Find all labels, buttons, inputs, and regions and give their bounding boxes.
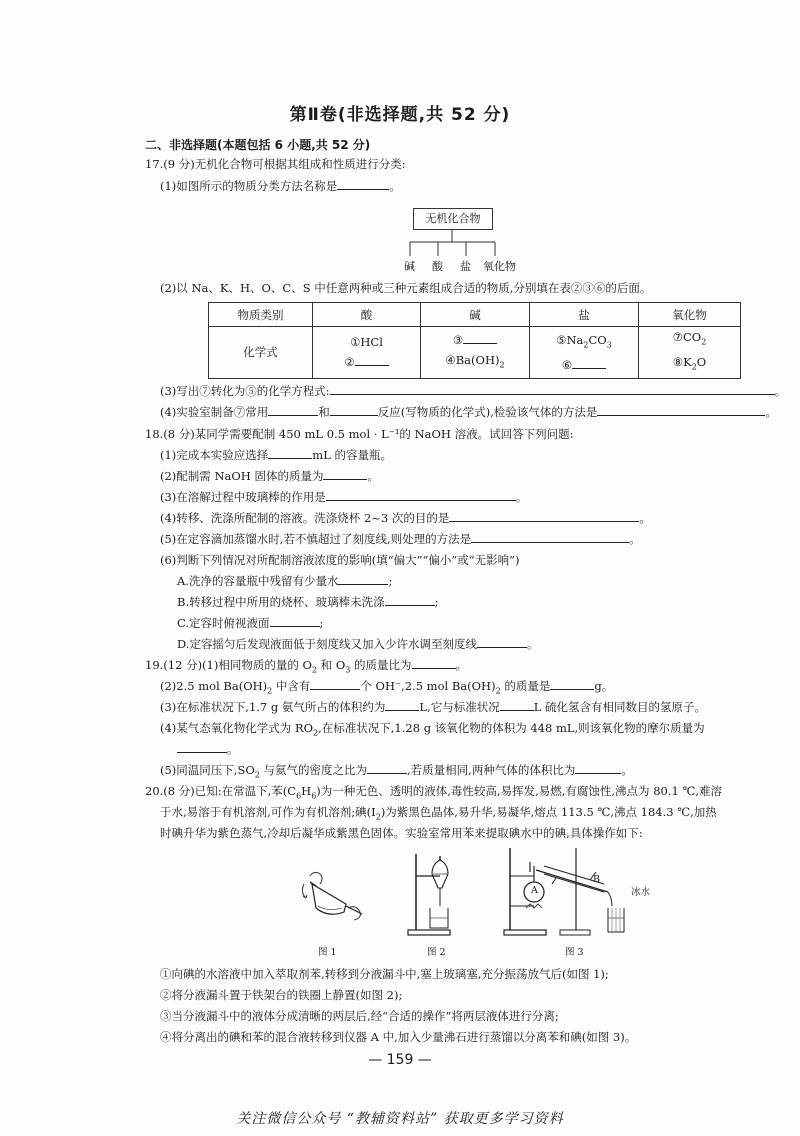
- figure-3-distillation-apparatus: [500, 846, 640, 938]
- q20-text: )为紫黑色晶体,易升华,易凝华,熔点 113.5 ℃,沸点 184.3 ℃,加热: [380, 805, 717, 819]
- figure-3-caption: 图 3: [565, 947, 584, 958]
- q19-text: 个 OH⁻,2.5 mol Ba(OH): [360, 679, 496, 693]
- q19-text: 与氦气的密度之比为: [259, 763, 368, 777]
- q18-part1: [160, 447, 392, 463]
- subscript: 3: [345, 665, 351, 675]
- cell-line: ①HCl: [350, 335, 383, 350]
- q17-part4: [160, 404, 777, 420]
- answer-blank: [477, 636, 527, 648]
- cell-text: ②: [344, 355, 355, 370]
- cell-line: [313, 352, 420, 372]
- q19-text: 的质量是: [500, 679, 551, 693]
- answer-blank: [575, 762, 621, 774]
- table-cell-oxide: [639, 327, 741, 379]
- answer-blank: [597, 404, 765, 416]
- table-cell-acid: [313, 327, 421, 379]
- q19-text: g。: [594, 679, 614, 693]
- period: 。: [774, 384, 787, 398]
- answer-blank: [471, 531, 629, 543]
- cell-text: ④Ba(OH): [445, 352, 500, 367]
- period: 。: [515, 490, 528, 504]
- q17-part4-text: 和: [318, 405, 330, 419]
- q18-text: C.定容时俯视液面: [177, 616, 270, 630]
- figure-2-caption: 图 2: [427, 947, 446, 958]
- q19-text: ,若质量相同,两种气体的体积比为: [407, 763, 576, 777]
- cell-text: ⑤Na: [556, 332, 584, 347]
- tree-leaf-oxide: 氧化物: [483, 260, 516, 273]
- q19-text: (3)在标准状况下,1.7 g 氨气所占的体积约为: [160, 700, 386, 714]
- footer-notice: 关注微信公众号 “教辅资料站” 获取更多学习资料: [236, 1111, 564, 1127]
- q19-text: 和 O: [317, 658, 346, 672]
- apparatus-label-a: A: [531, 885, 538, 896]
- semicolon: ;: [434, 595, 439, 609]
- q19-text: L,它与标准状况: [419, 700, 500, 714]
- cell-line: [530, 355, 638, 375]
- q19-text: ,在标准状况下,1.28 g 该氧化物的体积为 448 mL,则该氧化物的摩尔质量为: [318, 721, 705, 735]
- answer-blank: [385, 594, 435, 606]
- cell-line: [530, 330, 638, 355]
- subscript: 2: [499, 359, 505, 369]
- period: 。: [227, 742, 239, 756]
- q18-text: A.洗净的容量瓶中残留有少量水: [177, 574, 339, 588]
- answer-blank: [310, 678, 360, 690]
- q17-part2: (2)以 Na、K、H、O、C、S 中任意两种或三种元素组成合适的物质,分别填在表②③⑥的后面。: [160, 281, 652, 295]
- table-cell-base: [421, 327, 530, 379]
- q18-text: (5)在定容滴加蒸馏水时,若不慎超过了刻度线,则处理的方法是: [160, 532, 472, 546]
- q17-part3: [160, 383, 786, 399]
- q17-part1: [160, 178, 401, 194]
- q20-text: 于水,易溶于有机溶剂,可作为有机溶剂;碘(I: [160, 805, 376, 819]
- subscript: 2: [313, 728, 319, 738]
- q20-text: )为一种无色、透明的液体,毒性较高,易挥发,易燃,有腐蚀性,沸点为 80.1 ℃,难溶: [316, 784, 722, 798]
- answer-blank: [572, 357, 606, 369]
- answer-blank: [268, 447, 312, 459]
- subscript: 3: [606, 339, 612, 349]
- answer-blank: [326, 489, 516, 501]
- q18-text: (3)在溶解过程中玻璃棒的作用是: [160, 490, 326, 504]
- q18-text: D.定容摇匀后发现液面低于刻度线又加入少许水调至刻度线: [177, 637, 477, 651]
- q17-part1-text: (1)如图所示的物质分类方法名称是: [160, 179, 338, 193]
- answer-blank: [177, 741, 227, 753]
- q20-line3: 时碘升华为紫色蒸气,冷却后凝华成紫黑色固体。实验室常用苯来提取碘水中的碘,具体操作如下:: [160, 826, 643, 840]
- q19-part5: [160, 762, 633, 783]
- q19-text: (4)某气态氧化物化学式为 RO: [160, 721, 314, 735]
- q18-part6: (6)判断下列情况对所配制溶液浓度的影响(填“偏大”“偏小”或“无影响”): [160, 553, 520, 567]
- figure-2-separatory-stand: [402, 850, 472, 940]
- q18-text: B.转移过程中所用的烧杯、玻璃棒未洗涤: [177, 595, 385, 609]
- q19-text: L 硫化氢含有相同数目的氢原子。: [533, 700, 706, 714]
- section-heading: 二、非选择题(本题包括 6 小题,共 52 分): [145, 138, 371, 152]
- q17-part4-text: (4)实验室制备⑦常用: [160, 405, 269, 419]
- q17-part4-text: 反应(写物质的化学式),检验该气体的方法是: [377, 405, 598, 419]
- answer-blank: [449, 510, 639, 522]
- table-header: 酸: [313, 303, 421, 327]
- classification-tree: [395, 206, 525, 278]
- page-number: — 159 —: [368, 1052, 432, 1068]
- cell-line: [639, 352, 740, 377]
- figure-1-shaking-funnel: [298, 848, 370, 938]
- answer-blank: [338, 573, 388, 585]
- subscript: 2: [254, 770, 260, 780]
- tree-leaf-acid: 酸: [432, 260, 443, 273]
- cell-line: [639, 327, 740, 352]
- q18-part5: [160, 531, 641, 547]
- answer-blank: [500, 699, 534, 711]
- table-header: 碱: [421, 303, 530, 327]
- q18-option-a: [177, 573, 392, 589]
- tree-leaf-salt: 盐: [460, 260, 471, 273]
- cell-text: ⑦CO: [672, 330, 702, 344]
- answer-blank: [270, 615, 320, 627]
- answer-blank: [323, 468, 367, 480]
- answer-blank: [330, 404, 378, 416]
- answer-blank: [268, 404, 318, 416]
- subscript: 2: [701, 337, 707, 347]
- subscript: 2: [691, 362, 697, 372]
- subscript: 2: [375, 812, 381, 822]
- q20-step1: ①向碘的水溶液中加入萃取剂苯,转移到分液漏斗中,塞上玻璃塞,充分振荡放气后(如图 1);: [160, 967, 609, 981]
- q19-part4-cont: [177, 741, 239, 757]
- cell-text: CO: [588, 332, 607, 347]
- q18-option-c: [177, 615, 323, 631]
- q17-stem: 17.(9 分)无机化合物可根据其组成和性质进行分类:: [145, 157, 406, 171]
- q18-text: (1)完成本实验应选择: [160, 448, 269, 462]
- q19-text: (2)2.5 mol Ba(OH): [160, 679, 268, 693]
- q18-stem: 18.(8 分)某同学需要配制 450 mL 0.5 mol · L⁻¹的 NaOH 溶液。试回答下列问题:: [145, 427, 574, 441]
- q19-part1: [145, 657, 467, 678]
- page-title: 第Ⅱ卷(非选择题,共 52 分): [289, 105, 511, 125]
- q18-option-b: [177, 594, 438, 610]
- period: 。: [389, 179, 401, 193]
- q18-part2: [160, 468, 379, 484]
- q19-text: (5)同温同压下,SO: [160, 763, 255, 777]
- table-header: 氧化物: [639, 303, 741, 327]
- answer-blank: [330, 383, 775, 395]
- cell-line: [421, 350, 529, 375]
- period: 。: [765, 405, 777, 419]
- table-header: 物质类别: [209, 303, 313, 327]
- q17-part3-text: (3)写出⑦转化为⑤的化学方程式:: [160, 384, 330, 398]
- q18-option-d: [177, 636, 538, 652]
- q20-line1: [145, 783, 722, 804]
- q20-step3: ③当分液漏斗中的液体分成清晰的两层后,经“合适的操作”将两层液体进行分离;: [160, 1009, 559, 1023]
- classification-table: [208, 302, 741, 379]
- answer-blank: [550, 678, 594, 690]
- tree-leaf-base: 碱: [404, 260, 415, 273]
- q19-part3: [160, 699, 706, 715]
- q18-text: (4)转移、洗涤所配制的溶液。洗涤烧杯 2~3 次的目的是: [160, 511, 450, 525]
- figure-1-caption: 图 1: [318, 947, 337, 958]
- q19-part2: [160, 678, 613, 699]
- table-header: 盐: [530, 303, 639, 327]
- q19-text: 19.(12 分)(1)相同物质的量的 O: [145, 658, 312, 672]
- table-row-head: 化学式: [209, 327, 313, 379]
- answer-blank: [355, 354, 389, 366]
- answer-blank: [385, 699, 419, 711]
- q20-step4: ④将分离出的碘和苯的混合液转移到仪器 A 中,加入少量沸石进行蒸馏以分离苯和碘(如图 3)。: [160, 1030, 637, 1044]
- q18-part4: [160, 510, 651, 526]
- subscript: 2: [495, 686, 501, 696]
- subscript: 6: [296, 791, 302, 801]
- period: 。: [639, 511, 651, 525]
- apparatus-label-b: B: [593, 874, 600, 885]
- answer-blank: [367, 762, 407, 774]
- cell-text: ⑥: [561, 357, 573, 372]
- q19-text: 的质量比为: [350, 658, 412, 672]
- tree-root: 无机化合物: [413, 208, 493, 230]
- q20-line2: [160, 804, 717, 825]
- table-cell-salt: [530, 327, 639, 379]
- period: 。: [526, 637, 539, 651]
- q18-part3: [160, 489, 527, 505]
- subscript: 2: [267, 686, 273, 696]
- subscript: 6: [311, 791, 317, 801]
- period: 。: [367, 469, 379, 483]
- subscript: 2: [583, 339, 589, 349]
- cell-text: O: [696, 355, 707, 370]
- q18-text: (2)配制需 NaOH 固体的质量为: [160, 469, 324, 483]
- q19-text: 中含有: [272, 679, 311, 693]
- subscript: 2: [311, 665, 318, 675]
- q19-part4: [160, 720, 705, 741]
- cell-text: ③: [452, 332, 464, 347]
- period: 。: [455, 658, 468, 672]
- period: 。: [629, 532, 641, 546]
- period: 。: [621, 763, 633, 777]
- q20-text: H: [301, 784, 312, 798]
- apparatus-label-icewater: 冰水: [631, 887, 651, 898]
- semicolon: ;: [319, 616, 324, 630]
- semicolon: ;: [388, 574, 393, 588]
- cell-text: ⑧K: [672, 355, 692, 370]
- q20-step2: ②将分液漏斗置于铁架台的铁圈上静置(如图 2);: [160, 988, 403, 1002]
- answer-blank: [337, 178, 389, 190]
- answer-blank: [463, 332, 497, 344]
- cell-line: [421, 330, 529, 350]
- answer-blank: [412, 657, 456, 669]
- q18-text: mL 的容量瓶。: [312, 448, 392, 462]
- q20-text: 20.(8 分)已知:在常温下,苯(C: [145, 784, 297, 798]
